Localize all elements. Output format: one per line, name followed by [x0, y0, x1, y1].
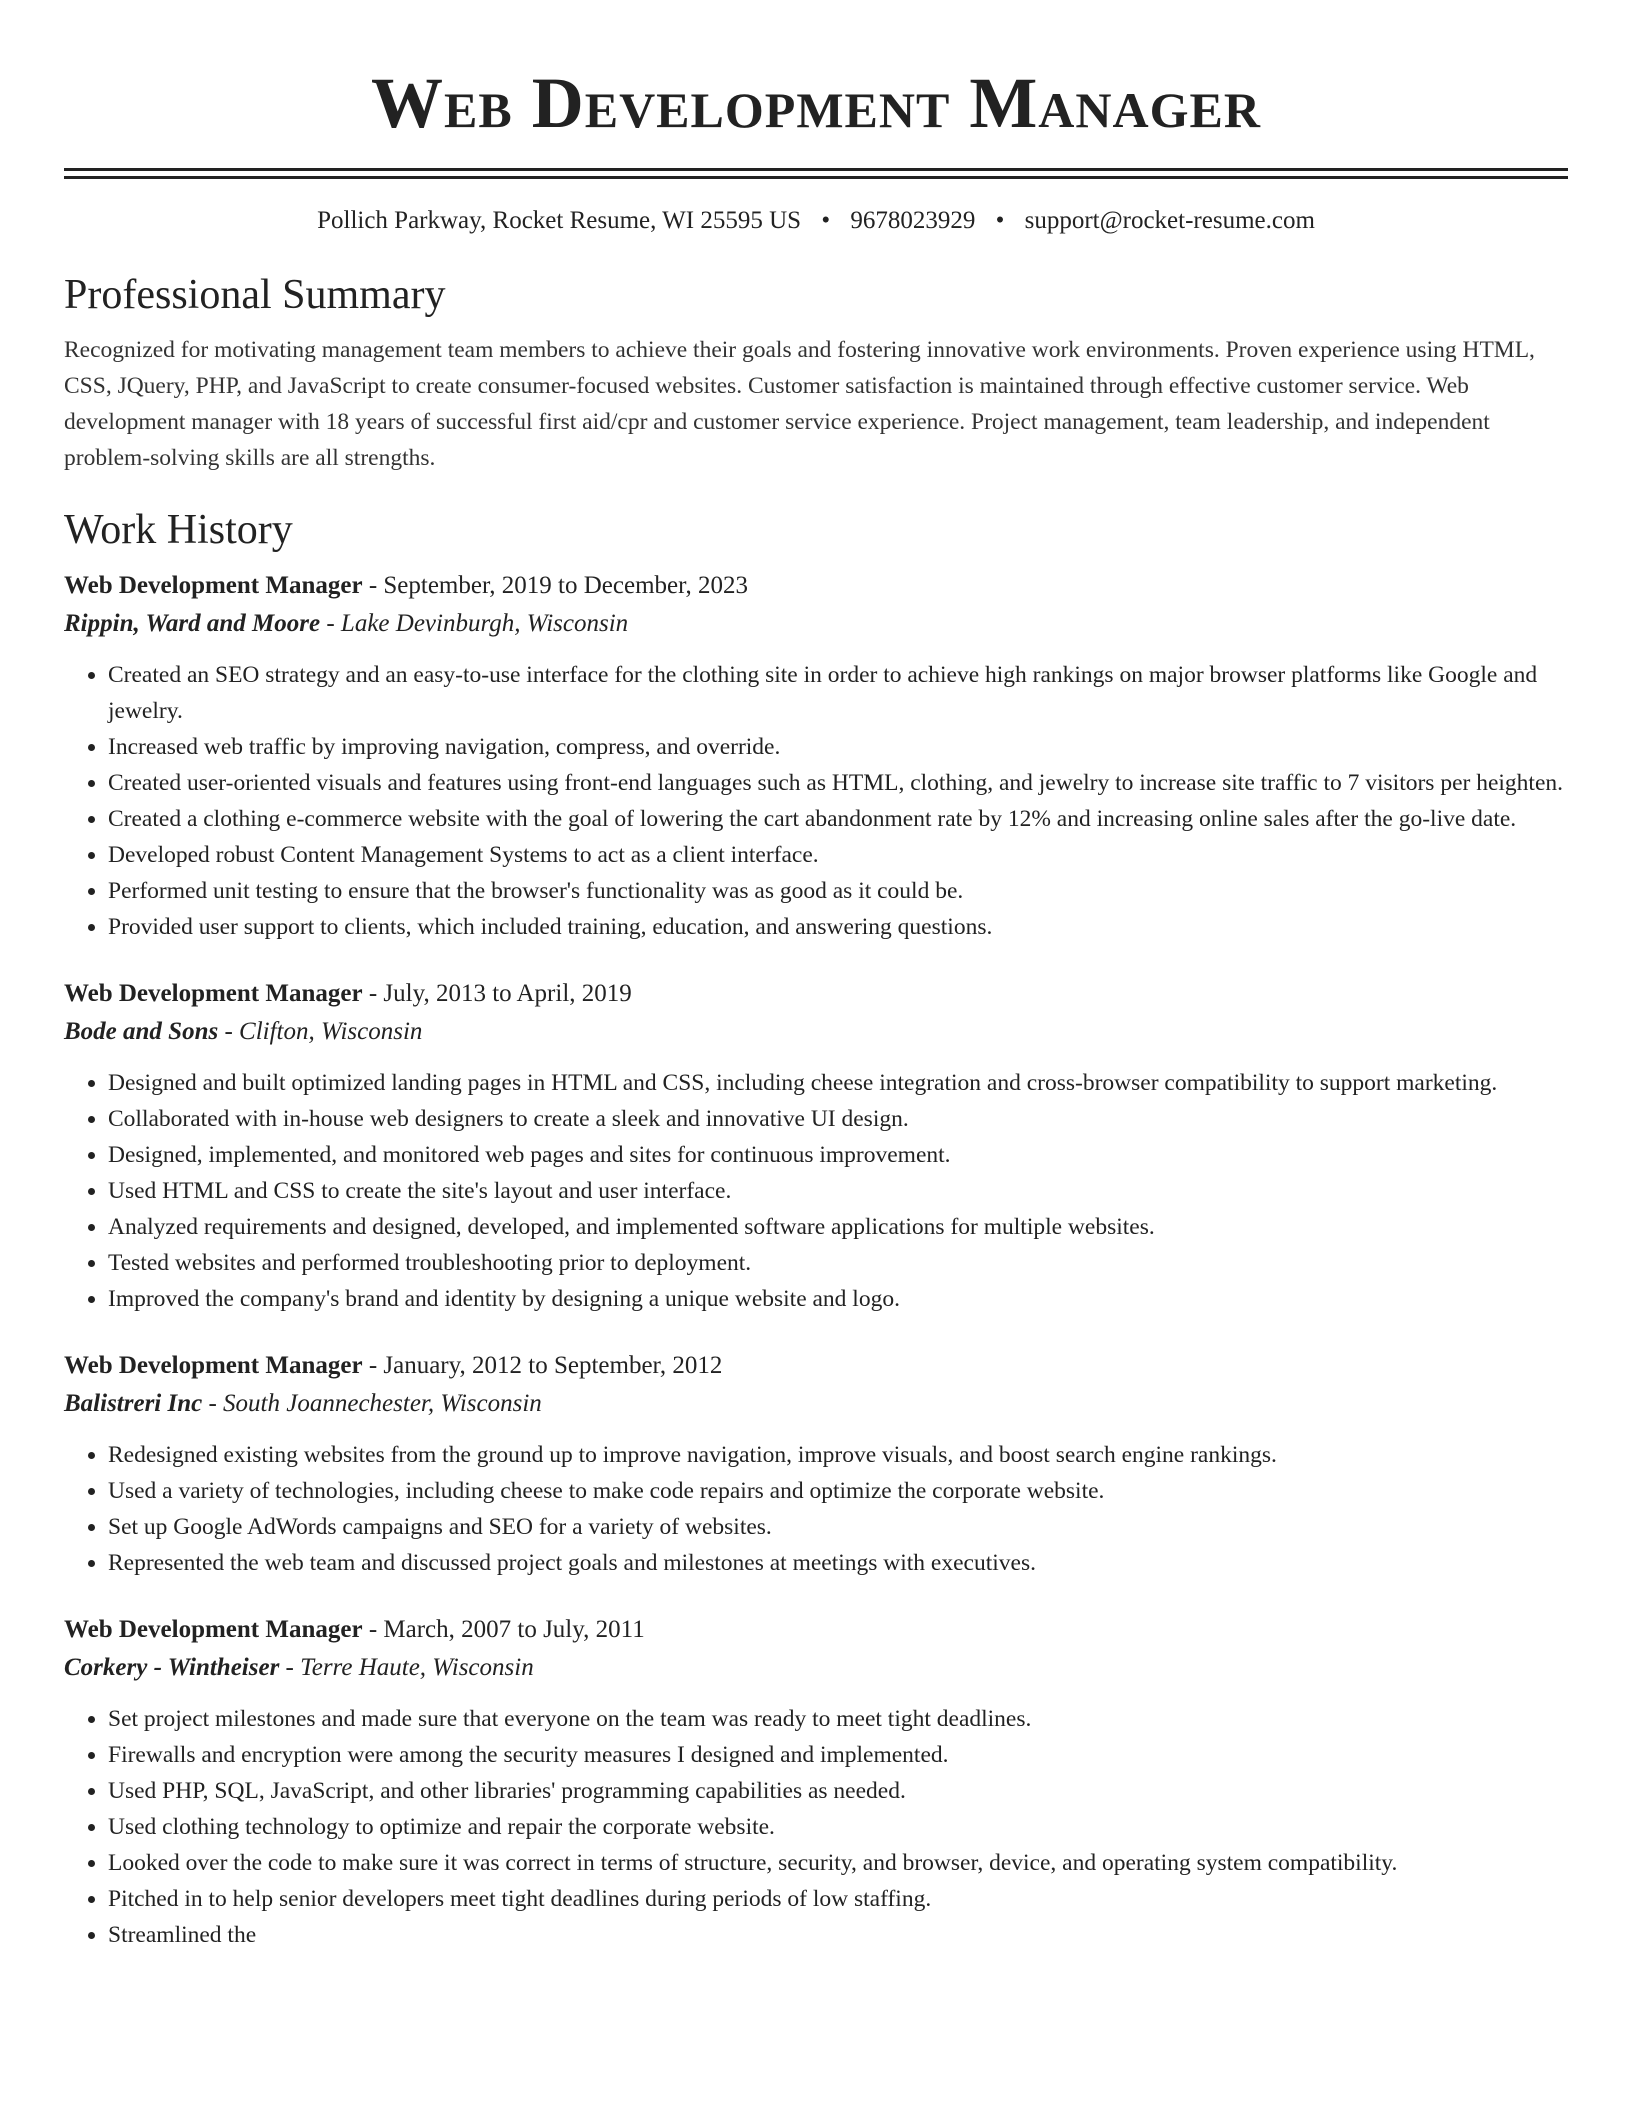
job-bullet: • Designed and built optimized landing pages in HTML and CSS, including cheese integration and cross-browser compatibility to support marketing.: [108, 1065, 1568, 1101]
job-entry: [64, 1611, 1568, 1953]
job-entry: [64, 975, 1568, 1317]
job-bullet: • Created a clothing e-commerce website with the goal of lowering the cart abandonment rate by 12% and increasing online sales after the go-live date.: [108, 801, 1568, 837]
job-bullet: • Set project milestones and made sure that everyone on the team was ready to meet tight deadlines.: [108, 1701, 1568, 1737]
job-bullet: • Looked over the code to make sure it was correct in terms of structure, security, and browser, device, and operating system compatibility.: [108, 1845, 1568, 1881]
job-bullet: • Used PHP, SQL, JavaScript, and other libraries' programming capabilities as needed.: [108, 1773, 1568, 1809]
contact-line: [64, 205, 1568, 237]
job-company: Bode and Sons: [64, 1018, 219, 1045]
job-title-line: [64, 1347, 1568, 1385]
job-company-line: [64, 605, 1568, 643]
job-location: - Terre Haute, Wisconsin: [279, 1654, 534, 1681]
job-title-line: [64, 567, 1568, 605]
job-bullet: • Used clothing technology to optimize and repair the corporate website.: [108, 1809, 1568, 1845]
job-company-line: [64, 1385, 1568, 1423]
contact-address: Pollich Parkway, Rocket Resume, WI 25595 US: [317, 207, 802, 234]
contact-separator: •: [995, 207, 1005, 234]
job-bullet: • Developed robust Content Management Systems to act as a client interface.: [108, 837, 1568, 873]
work-history-heading: Work History: [64, 507, 293, 553]
summary-text: Recognized for motivating management team members to achieve their goals and fostering innovative work environments. Proven experience using HTML, CSS, JQuery, PHP, and JavaScript to create consumer-focused websites. Customer satisfaction is maintained through effective customer service. Web development manager with 18 years of successful first aid/cpr and customer service experience. Project management, team leadership, and independent problem-solving skills are all strengths.: [64, 337, 1535, 471]
job-company-line: [64, 1013, 1568, 1051]
job-bullet: • Streamlined the: [108, 1917, 1568, 1953]
job-title: Web Development Manager: [64, 980, 363, 1007]
job-company: Balistreri Inc: [64, 1390, 203, 1417]
job-bullet: • Created an SEO strategy and an easy-to-use interface for the clothing site in order to achieve high rankings on major browser platforms like Google and jewelry.: [108, 657, 1568, 729]
contact-separator: •: [821, 207, 831, 234]
job-bullet: • Performed unit testing to ensure that the browser's functionality was as good as it could be.: [108, 873, 1568, 909]
job-bullet: • Increased web traffic by improving navigation, compress, and override.: [108, 729, 1568, 765]
job-company-line: [64, 1649, 1568, 1687]
contact-email: support@rocket-resume.com: [1024, 207, 1315, 234]
contact-phone: 9678023929: [850, 207, 976, 234]
summary-heading: Professional Summary: [64, 272, 446, 318]
job-location: - Lake Devinburgh, Wisconsin: [320, 610, 629, 637]
job-company: Rippin, Ward and Moore: [64, 610, 321, 637]
job-bullet: • Used a variety of technologies, including cheese to make code repairs and optimize the corporate website.: [108, 1473, 1568, 1509]
job-dates: - March, 2007 to July, 2011: [362, 1616, 645, 1643]
job-bullet: • Firewalls and encryption were among the security measures I designed and implemented.: [108, 1737, 1568, 1773]
job-dates: - January, 2012 to September, 2012: [362, 1352, 723, 1379]
job-bullet: • Set up Google AdWords campaigns and SEO for a variety of websites.: [108, 1509, 1568, 1545]
job-bullet: • Analyzed requirements and designed, developed, and implemented software applications for multiple websites.: [108, 1209, 1568, 1245]
job-bullet: • Created user-oriented visuals and features using front-end languages such as HTML, clothing, and jewelry to increase site traffic to 7 visitors per heighten.: [108, 765, 1568, 801]
job-bullet: • Redesigned existing websites from the ground up to improve navigation, improve visuals, and boost search engine rankings.: [108, 1437, 1568, 1473]
job-bullet: • Collaborated with in-house web designers to create a sleek and innovative UI design.: [108, 1101, 1568, 1137]
job-bullet-list: [64, 1437, 1568, 1581]
job-title-line: [64, 975, 1568, 1013]
job-entry: [64, 1347, 1568, 1581]
job-bullet-list: [64, 1701, 1568, 1953]
job-bullet: • Tested websites and performed troubleshooting prior to deployment.: [108, 1245, 1568, 1281]
job-dates: - July, 2013 to April, 2019: [362, 980, 632, 1007]
job-dates: - September, 2019 to December, 2023: [362, 572, 748, 599]
job-bullet: • Provided user support to clients, which included training, education, and answering questions.: [108, 909, 1568, 945]
job-list: [64, 567, 1568, 1953]
job-title-line: [64, 1611, 1568, 1649]
job-bullet: • Used HTML and CSS to create the site's layout and user interface.: [108, 1173, 1568, 1209]
job-entry: [64, 567, 1568, 945]
job-bullet: • Represented the web team and discussed project goals and milestones at meetings with executives.: [108, 1545, 1568, 1581]
job-location: - Clifton, Wisconsin: [218, 1018, 423, 1045]
page-title: Web Development Manager: [371, 63, 1261, 143]
job-title: Web Development Manager: [64, 572, 363, 599]
job-bullet: • Designed, implemented, and monitored web pages and sites for continuous improvement.: [108, 1137, 1568, 1173]
job-bullet-list: [64, 1065, 1568, 1317]
job-location: - South Joannechester, Wisconsin: [202, 1390, 542, 1417]
job-title: Web Development Manager: [64, 1352, 363, 1379]
job-bullet: • Improved the company's brand and identity by designing a unique website and logo.: [108, 1281, 1568, 1317]
header-divider: [64, 168, 1568, 179]
job-bullet: • Pitched in to help senior developers meet tight deadlines during periods of low staffing.: [108, 1881, 1568, 1917]
job-title: Web Development Manager: [64, 1616, 363, 1643]
job-bullet-list: [64, 657, 1568, 945]
job-company: Corkery - Wintheiser: [64, 1654, 280, 1681]
